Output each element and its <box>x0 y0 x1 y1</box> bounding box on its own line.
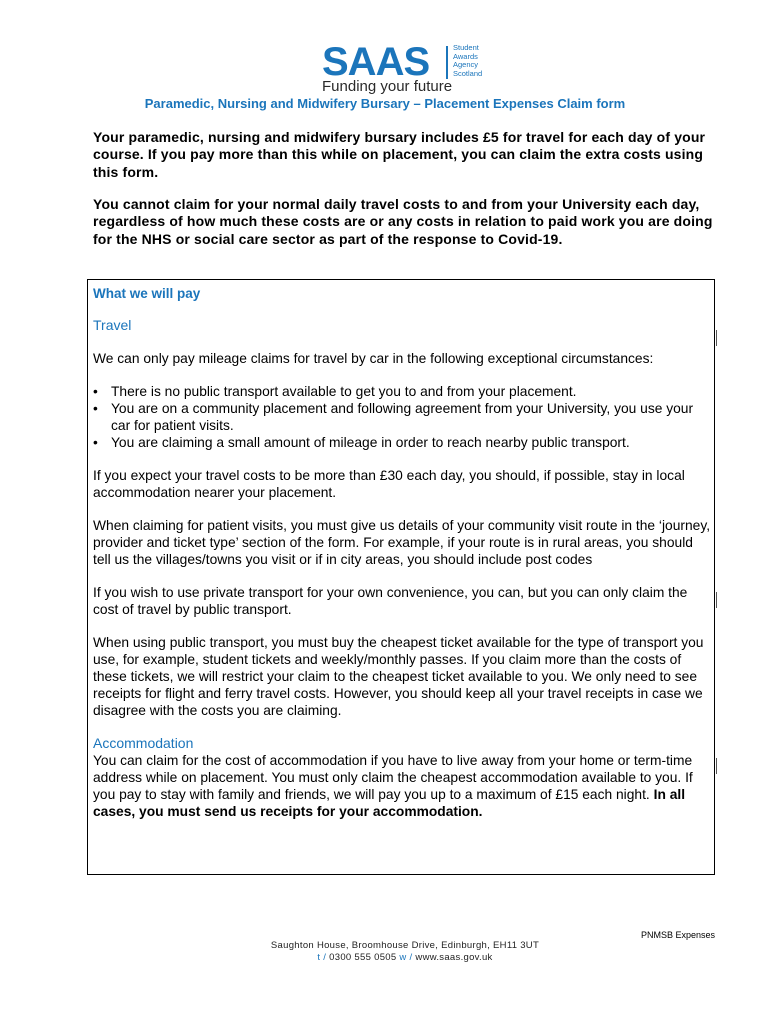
web-address: www.saas.gov.uk <box>415 952 493 963</box>
bullet-icon: • <box>93 401 98 416</box>
receipts-notice: In all cases, you must send us receipts for your accommodation. <box>93 787 686 819</box>
saas-logo <box>322 42 492 94</box>
mileage-bullets <box>93 383 713 451</box>
list-item: • There is no public transport available to get you to and from your placement. <box>93 384 577 399</box>
intro-paragraph-2: You cannot claim for your normal daily travel costs to and from your University each day, regardless of how much these costs are or any costs in relation to paid work you are doing for the NHS or social care sector as part of the response to Covid-19. <box>93 196 713 247</box>
document-code: PNMSB Expenses <box>640 930 715 940</box>
mileage-intro: We can only pay mileage claims for travel by car in the following exceptional circumstances: <box>93 351 654 366</box>
phone-number: 0300 555 0505 <box>329 952 397 963</box>
footer-address-block <box>0 940 770 964</box>
edge-mark <box>716 592 717 608</box>
form-title: Paramedic, Nursing and Midwifery Bursary – Placement Expenses Claim form <box>144 96 626 111</box>
patient-visits-paragraph: When claiming for patient visits, you must give us details of your community visit route in the ‘journey, provider and ticket type’ section of the form. For example, if your route is in rural areas, you should tell us the villages/towns you visit or if in city areas, you should include post codes <box>93 518 711 567</box>
intro-paragraph-1: Your paramedic, nursing and midwifery bursary includes £5 for travel for each day of your course. If you pay more than this while on placement, you can claim the extra costs using this form. <box>93 129 706 180</box>
over-30-paragraph: If you expect your travel costs to be more than £30 each day, you should, if possible, stay in local accommodation nearer your placement. <box>93 468 685 500</box>
private-transport-paragraph: If you wish to use private transport for your own convenience, you can, but you can only claim the cost of travel by public transport. <box>93 585 688 617</box>
accommodation-heading: Accommodation <box>93 735 194 751</box>
footer-address: Saughton House, Broomhouse Drive, Edinburgh, EH11 3UT <box>270 940 540 951</box>
list-item: • You are claiming a small amount of mileage in order to reach nearby public transport. <box>93 435 630 450</box>
web-label: w / <box>399 952 413 963</box>
travel-heading: Travel <box>93 317 132 333</box>
public-transport-paragraph: When using public transport, you must buy the cheapest ticket available for the type of transport you use, for example, student tickets and weekly/monthly passes. If you claim more than the costs of these tickets, we will restrict your claim to the cheapest ticket available to you. We only need to see receipts for flight and ferry travel costs. However, you should keep all your travel receipts in case we disagree with the costs you are claiming. <box>93 635 704 718</box>
logo-wordmark: SAAS <box>322 40 430 84</box>
accommodation-paragraph: You can claim for the cost of accommodation if you have to live away from your home or term-time address while on placement. You must only claim the cheapest accommodation available to you. If you pay to stay with family and friends, we will pay you up to a maximum of £15 each night. In all cases, you must send us receipts for your accommodation. <box>93 753 693 819</box>
edge-mark <box>716 330 717 346</box>
logo-tagline: Funding your future <box>322 78 453 95</box>
phone-label: t / <box>317 952 327 963</box>
bullet-icon: • <box>93 384 98 399</box>
box-heading: What we will pay <box>93 286 201 301</box>
what-we-will-pay-box <box>87 279 715 875</box>
list-item: • You are on a community placement and following agreement from your University, you use your car for patient visits. <box>93 401 694 433</box>
edge-mark <box>716 758 717 774</box>
logo-divider <box>446 46 448 79</box>
logo-agency-name: Student Awards Agency Scotland <box>453 43 483 78</box>
bullet-icon: • <box>93 435 98 450</box>
footer-contact <box>0 952 770 964</box>
